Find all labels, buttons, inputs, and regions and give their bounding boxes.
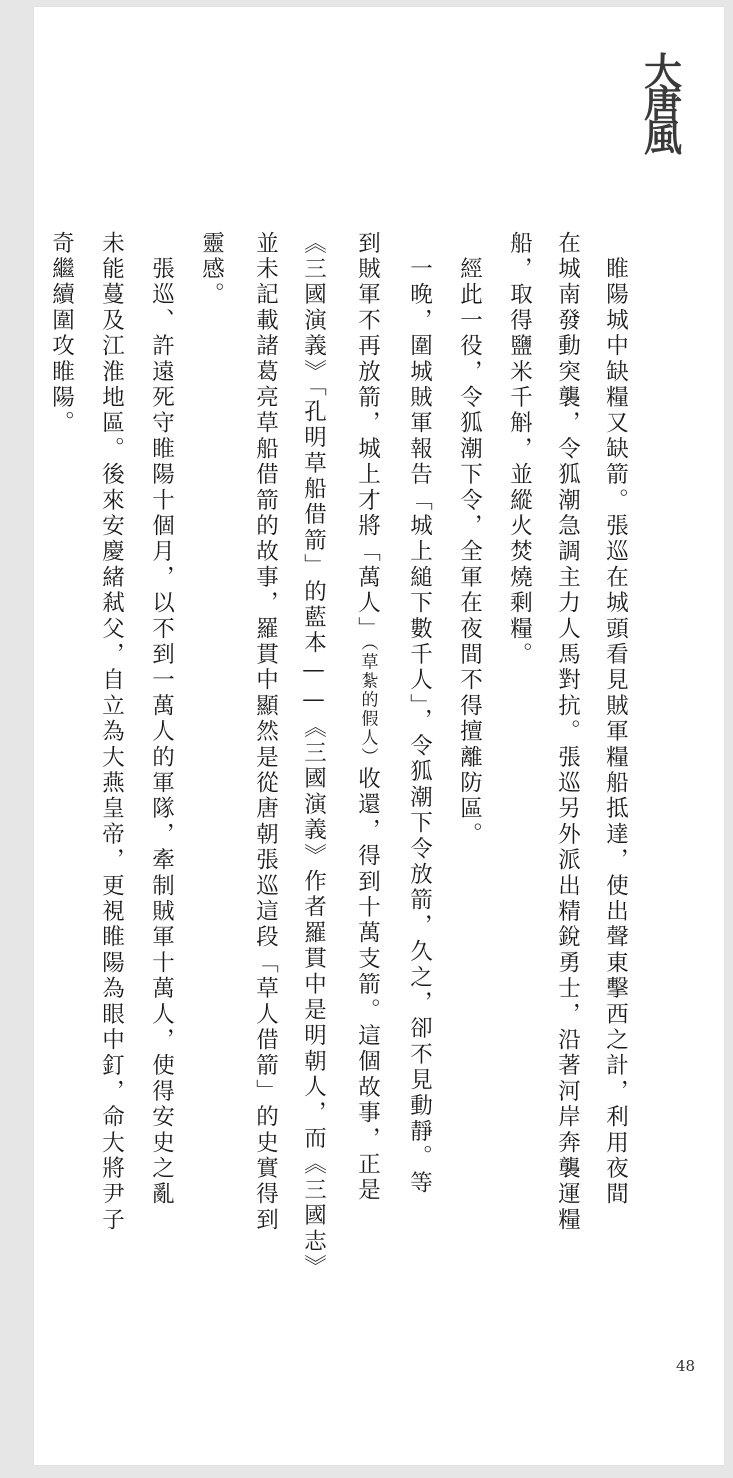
text-column-4: 經此一役，令狐潮下令，全軍在夜間不得擅離防區。 <box>456 231 483 848</box>
text-column-6-part-1: 到賊軍不再放箭，城上才將「萬人」 <box>354 231 381 643</box>
text-column-6-annotation: （草紮的假人） <box>357 642 378 767</box>
logo-char-2: 唐 <box>643 81 682 126</box>
text-column-6-part-2: 收還，得到十萬支箭。這個故事，正是 <box>354 766 381 1204</box>
logo-char-3: 風 <box>643 115 682 160</box>
book-page <box>34 7 724 1465</box>
text-column-10: 張巡、許遠死守睢陽十個月，以不到一萬人的軍隊，牽制賊軍十萬人，使得安史之亂 <box>148 231 175 1208</box>
text-column-8: 並未記載諸葛亮草船借箭的故事，羅貫中顯然是從唐朝張巡這段「草人借箭」的史實得到 <box>252 231 279 1234</box>
text-column-5: 一晚，圍城賊軍報告「城上縋下數千人」，令狐潮下令放箭，久之，卻不見動靜。等 <box>406 231 433 1197</box>
text-column-7: 《三國演義》「孔明草船借箭」的藍本——《三國演義》作者羅貫中是明朝人，而《三國志》 <box>300 231 327 1281</box>
text-column-12: 奇繼續圍攻睢陽。 <box>48 231 75 437</box>
text-column-3: 船，取得鹽米千斛，並縱火焚燒剩糧。 <box>506 231 533 668</box>
text-column-2: 在城南發動突襲，令狐潮急調主力人馬對抗。張巡另外派出精銳勇士，沿著河岸奔襲運糧 <box>554 231 581 1234</box>
vertical-text-body <box>34 7 724 1465</box>
text-column-1: 睢陽城中缺糧又缺箭。張巡在城頭看見賊軍糧船抵達，使出聲東擊西之計，利用夜間 <box>602 231 629 1208</box>
text-column-9: 靈感。 <box>198 231 225 309</box>
text-column-6 <box>356 231 379 1204</box>
page-number: 48 <box>676 1357 696 1375</box>
text-column-11: 未能蔓及江淮地區。後來安慶緒弒父，自立為大燕皇帝，更視睢陽為眼中釘，命大將尹子 <box>98 231 125 1234</box>
logo-char-1: 大 <box>643 49 682 94</box>
